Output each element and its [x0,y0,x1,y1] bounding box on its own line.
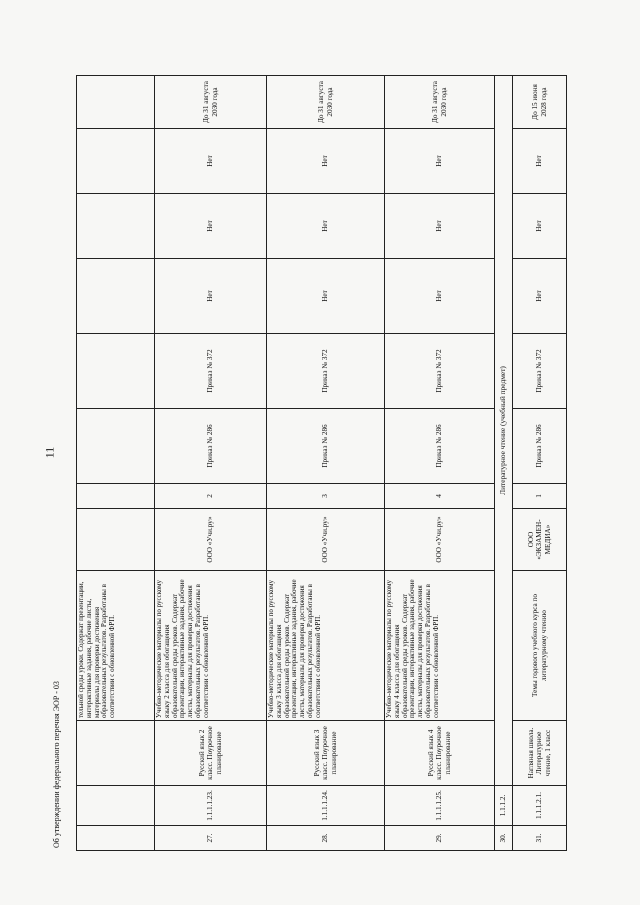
table-section-row [495,76,513,851]
cell-num: 31. [513,826,567,851]
cell-no-c: Нет [267,129,385,194]
cell-no-c: Нет [513,129,567,194]
page-number: 11 [42,446,57,459]
cell-grade: 1 [513,484,567,509]
cell-description: Учебно-методические материалы по русскому языку 3 класса для обогащения образовательной среды уроков. Содержат презентации, интерактивные задания, рабочие листы, материалы для проверки достижения образовательных результатов. Разработаны в соответствии с обновленной ФРП. [267,571,385,721]
cell-order-a: Приказ № 286 [155,409,267,484]
cell-grade [77,484,155,509]
cell-deadline: До 31 августа 2030 года [155,76,267,129]
cell-no-a: Нет [267,259,385,334]
table-row-29 [385,76,495,851]
cell-code [77,786,155,826]
cell-title: Русский язык 2 класс. Поурочное планирование [155,721,267,786]
federal-resource-table [76,75,567,851]
cell-description: Учебно-методические материалы по русскому языку 2 класса для обогащения образовательной среды уроков. Содержат презентации, интерактивные задания, рабочие листы, материалы для проверки достижения образовательных результатов. Разработаны в соответствии с обновленной ФРП. [155,571,267,721]
cell-no-a: Нет [513,259,567,334]
cell-org: ООО «Учи.ру» [267,509,385,571]
table-row-continued [77,76,155,851]
cell-num: 27. [155,826,267,851]
cell-org [77,509,155,571]
cell-order-a [77,409,155,484]
cell-no-b: Нет [513,194,567,259]
cell-order-b: Приказ № 372 [155,334,267,409]
cell-title: Нагляная школа. Литературное чтение, 1 класс [513,721,567,786]
cell-deadline [77,76,155,129]
cell-order-b: Приказ № 372 [385,334,495,409]
cell-no-b: Нет [155,194,267,259]
cell-title [77,721,155,786]
cell-num: 28. [267,826,385,851]
cell-order-b: Приказ № 372 [267,334,385,409]
cell-deadline: До 15 июня 2028 года [513,76,567,129]
cell-description: Темы годового учебного курса по литературному чтению [513,571,567,721]
cell-no-a [77,259,155,334]
document-footer: Об утверждении федерального перечня ЭОР - 03 [52,681,61,848]
cell-no-a: Нет [385,259,495,334]
cell-no-b [77,194,155,259]
table-row-31 [513,76,567,851]
cell-section-title: Литературное чтение (учебный предмет) [495,76,513,786]
cell-title: Русский язык 4 класс. Поурочное планирование [385,721,495,786]
cell-org: ООО «ЭКЗАМЕН-МЕДИА» [513,509,567,571]
cell-order-b [77,334,155,409]
cell-code: 1.1.1.2.1. [513,786,567,826]
cell-no-b: Нет [267,194,385,259]
cell-order-b: Приказ № 372 [513,334,567,409]
cell-order-a: Приказ № 286 [513,409,567,484]
resource-table-wrap [76,76,566,851]
cell-description: Учебно-методические материалы по русскому языку 4 класса для обогащения образовательной среды уроков. Содержат презентации, интерактивные задания, рабочие листы, материалы для проверки достижения образовательных результатов. Разработаны в соответствии с обновленной ФРП. [385,571,495,721]
table-row-28 [267,76,385,851]
cell-code: 1.1.1.1.25. [385,786,495,826]
cell-num: 29. [385,826,495,851]
cell-section-code: 1.1.1.2. [495,786,513,826]
cell-num [77,826,155,851]
cell-deadline: До 31 августа 2030 года [385,76,495,129]
cell-title: Русский язык 3 класс. Поурочное планирование [267,721,385,786]
cell-org: ООО «Учи.ру» [155,509,267,571]
cell-code: 1.1.1.1.23. [155,786,267,826]
cell-description: тельной среды уроки. Содержат презентации, интерактивные задания, рабочие листы, материалы для проверки достижения образовательных результатов. Разработаны в соответствии с обновленной ФРП. [77,571,155,721]
cell-no-c [77,129,155,194]
cell-grade: 2 [155,484,267,509]
cell-grade: 4 [385,484,495,509]
rotated-table [76,76,566,851]
cell-code: 1.1.1.1.24. [267,786,385,826]
cell-section-num: 30. [495,826,513,851]
cell-no-a: Нет [155,259,267,334]
cell-grade: 3 [267,484,385,509]
cell-order-a: Приказ № 286 [267,409,385,484]
cell-org: ООО «Учи.ру» [385,509,495,571]
cell-no-c: Нет [385,129,495,194]
table-row-27 [155,76,267,851]
cell-order-a: Приказ № 286 [385,409,495,484]
cell-no-c: Нет [155,129,267,194]
cell-deadline: До 31 августа 2030 года [267,76,385,129]
cell-no-b: Нет [385,194,495,259]
